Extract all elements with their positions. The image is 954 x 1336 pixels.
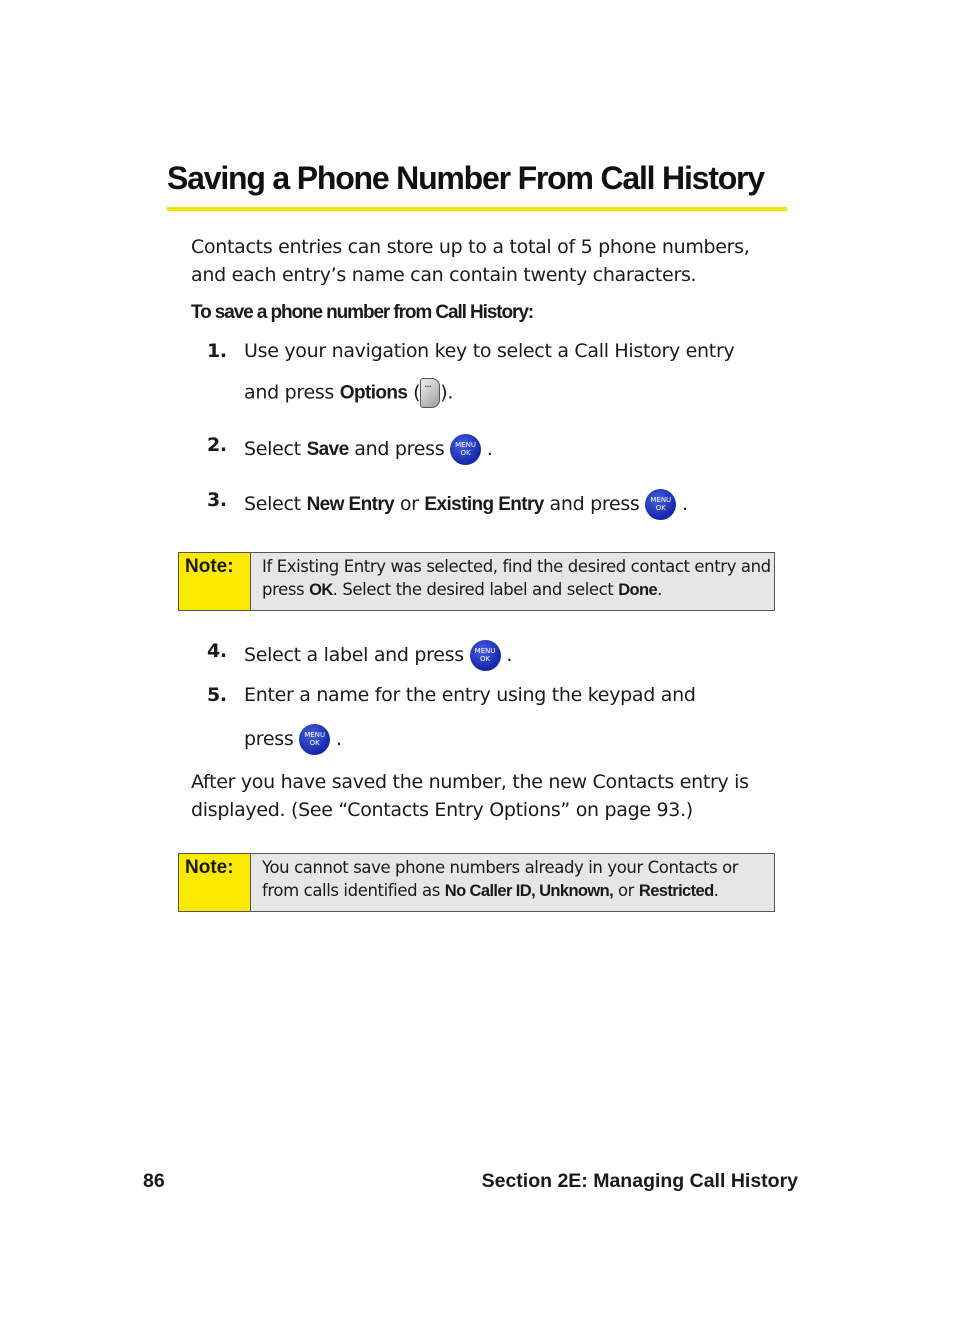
- step-text-line2: and press Options (··· ).: [244, 378, 453, 408]
- procedure-heading: To save a phone number from Call History:: [191, 302, 534, 323]
- menu-ok-icon: MENU OK: [450, 434, 481, 465]
- page-number: 86: [143, 1170, 165, 1192]
- note-label: Note:: [179, 854, 251, 911]
- page-title: Saving a Phone Number From Call History: [167, 160, 764, 196]
- step-number: 3.: [207, 489, 227, 511]
- step-number: 1.: [207, 340, 227, 362]
- menu-ok-icon: MENU OK: [470, 640, 501, 671]
- title-underline: [167, 207, 787, 211]
- step-text: Use your navigation key to select a Call History entry: [244, 340, 735, 362]
- note-box: [178, 552, 775, 611]
- step-text: Select Save and press MENU OK .: [244, 434, 493, 465]
- step-text: Enter a name for the entry using the keypad and: [244, 684, 696, 706]
- note-box: [178, 853, 775, 912]
- step-number: 4.: [207, 640, 227, 662]
- note-label: Note:: [179, 553, 251, 610]
- options-label: Options: [339, 382, 408, 404]
- step-text: Select New Entry or Existing Entry and press MENU OK .: [244, 489, 688, 520]
- step-text-line2: press MENU OK .: [244, 724, 342, 755]
- menu-ok-icon: MENU OK: [299, 724, 330, 755]
- step-number: 5.: [207, 684, 227, 706]
- note-text: If Existing Entry was selected, find the desired contact entry and press OK. Select the desired label and select Done.: [251, 553, 774, 610]
- save-label: Save: [306, 439, 349, 460]
- existing-entry-label: Existing Entry: [424, 494, 544, 515]
- menu-ok-icon: MENU OK: [645, 489, 676, 520]
- after-paragraph: After you have saved the number, the new Contacts entry is displayed. (See “Contacts Entry Options” on page 93.): [191, 771, 749, 821]
- note-text: You cannot save phone numbers already in your Contacts or from calls identified as No Caller ID, Unknown, or Restricted.: [251, 854, 774, 911]
- intro-paragraph: Contacts entries can store up to a total of 5 phone numbers, and each entry’s name can contain twenty characters.: [191, 236, 750, 286]
- softkey-icon: [420, 378, 440, 408]
- new-entry-label: New Entry: [306, 494, 395, 515]
- step-number: 2.: [207, 434, 227, 456]
- section-title: Section 2E: Managing Call History: [481, 1170, 798, 1192]
- step-text: Select a label and press MENU OK .: [244, 640, 512, 671]
